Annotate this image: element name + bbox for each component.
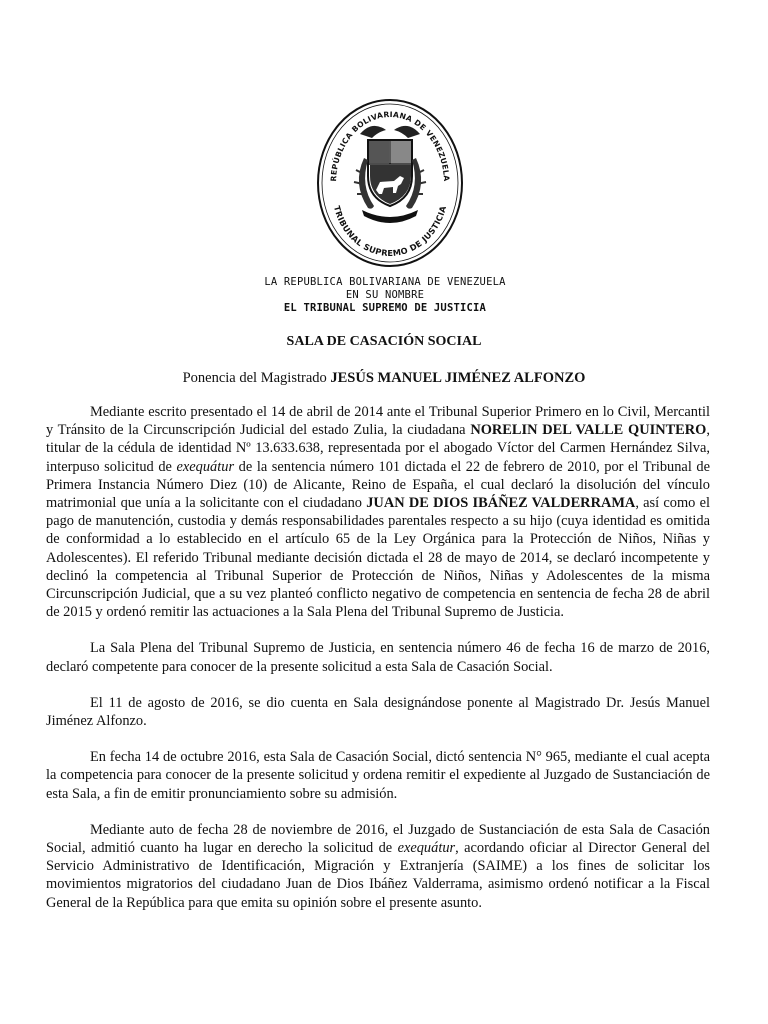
paragraph-5-text-b: , acordando oficiar al Director General del Servicio Administrativo de Identificación, Migración y Extranjería (SAIME) a los fines de solicitar los movimientos migratorios del ciudadano Juan de Dios Ibáñez Valderrama, asimismo ordenó notificar a la Fiscal General de la República para que emita su opinión sobre el presente asunto. (46, 840, 710, 911)
paragraph-4: En fecha 14 de octubre 2016, esta Sala de Casación Social, dictó sentencia N° 965, mediante el cual acepta la competencia para conocer de la presente solicitud y ordena remitir el expediente al Juzgado de Sustanciación de esta Sala, a fin de emitir pronunciamiento sobre su admisión. (46, 749, 710, 802)
header-line-republic: LA REPUBLICA BOLIVARIANA DE VENEZUELA (264, 276, 506, 288)
ponencia-line (0, 370, 768, 387)
header-block (240, 276, 530, 315)
document-body (46, 403, 710, 930)
ponencia-prefix: Ponencia del Magistrado (182, 370, 331, 386)
venezuela-coat-of-arms-icon (316, 98, 464, 268)
paragraph-1 (46, 403, 710, 621)
paragraph-1-text-c: de la sentencia número 101 dictada el 22 de febrero de 2010, por el Tribunal de Primera Instancia Número Diez (10) de Alicante, Reino de España, el cual declaró la disolución del vínculo matrimonial que unía a la solicitante con el ciudadano (46, 458, 710, 512)
paragraph-1-text-d: , así como el pago de manutención, custodia y demás responsabilidades parentales respecto a su hijo (cuya identidad es omitida de conformidad a lo establecido en el artículo 65 de la Ley Orgánica para la Protección de Niños, Niñas y Adolescentes). El referido Tribunal mediante decisión dictada el 28 de mayo de 2014, se declaró incompetente y declinó la competencia al Tribunal Superior de Protección de Niños, Niñas y Adolescentes de la misma Circunscripción Judicial, que a su vez planteó conflicto negativo de competencia en sentencia de fecha 28 de abril de 2015 y ordenó remitir las actuaciones a la Sala Plena del Tribunal Supremo de Justicia. (46, 495, 710, 621)
svg-text:TRIBUNAL SUPREMO DE JUSTICIA (332, 204, 448, 258)
respondent-name: JUAN DE DIOS IBÁÑEZ VALDERRAMA (366, 495, 636, 512)
paragraph-5-text-a: Mediante auto de fecha 28 de noviembre de 2016, el Juzgado de Sustanciación de esta Sala de Casación Social, admitió cuanto ha lugar en derecho la solicitud de (46, 821, 710, 857)
paragraph-1-text-a: Mediante escrito presentado el 14 de abril de 2014 ante el Tribunal Superior Primero en lo Civil, Mercantil y Tránsito de la Circunscripción Judicial del estado Zulia, la ciudadana (46, 404, 710, 439)
seal-bottom-arc-text: TRIBUNAL SUPREMO DE JUSTICIA (331, 204, 449, 259)
paragraph-1-text-b: , titular de la cédula de identidad Nº 13.633.638, representada por el abogado Víctor del Carmen Hernández Silva, interpuso solicitud de (46, 422, 710, 475)
exequatur-term-2: exequátur (397, 840, 456, 857)
header-line-tribunal: EL TRIBUNAL SUPREMO DE JUSTICIA (283, 302, 487, 314)
paragraph-5 (46, 821, 710, 912)
paragraph-3: El 11 de agosto de 2016, se dio cuenta en Sala designándose ponente al Magistrado Dr. Jesús Manuel Jiménez Alfonzo. (46, 694, 710, 730)
magistrate-name: JESÚS MANUEL JIMÉNEZ ALFONZO (330, 370, 586, 386)
seal-top-arc-text: REPÚBLICA BOLIVARIANA DE VENEZUELA (328, 109, 452, 182)
applicant-name: NORELIN DEL VALLE QUINTERO (470, 422, 707, 439)
header-line-en-su-nombre: EN SU NOMBRE (345, 289, 425, 301)
sala-title: SALA DE CASACIÓN SOCIAL (286, 334, 482, 349)
court-seal (316, 98, 464, 268)
exequatur-term: exequátur (176, 458, 235, 475)
paragraph-2: La Sala Plena del Tribunal Supremo de Justicia, en sentencia número 46 de fecha 16 de marzo de 2016, declaró competente para conocer de la presente solicitud a esta Sala de Casación Social. (46, 640, 710, 675)
